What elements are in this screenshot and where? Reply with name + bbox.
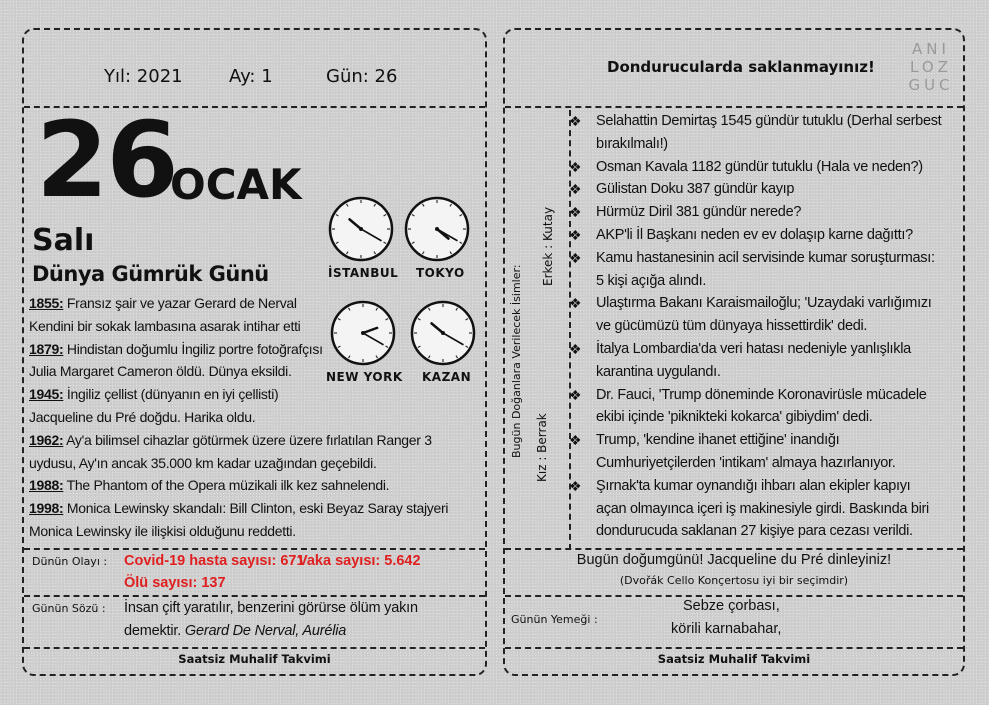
event-of-day-label: Dünün Olayı : bbox=[32, 555, 108, 568]
news-list bbox=[569, 110, 961, 543]
list-item: ❖ Osman Kavala 1182 gündür tutuklu (Hala ve neden?) bbox=[569, 156, 961, 179]
covid-vaka: Vaka sayısı: 5.642 bbox=[298, 553, 421, 569]
list-item: ❖ İtalya Lombardia'da veri hatası nedeniyle yanlışlıkla karantina uygulandı. bbox=[569, 338, 961, 384]
event-1945-cont: Jacqueline du Pré doğdu. Harika oldu. bbox=[29, 408, 256, 425]
event-1855-cont: Kendini bir sokak lambasına asarak intihar etti bbox=[29, 317, 301, 334]
divider bbox=[24, 548, 485, 550]
istanbul-clock-icon bbox=[328, 196, 394, 262]
event-1962-cont: uydusu, Ay'ın ancak 35.000 km kadar uzağından geçebildi. bbox=[29, 454, 377, 471]
event-1962: 1962: Ay'a bilimsel cihazlar götürmek üzere üzere fırlatılan Ranger 3 bbox=[29, 431, 432, 448]
list-item: ❖ Trump, 'kendine ihanet ettiğine' inandığı Cumhuriyetçilerden 'intikam' almaya hazırlanıyor. bbox=[569, 429, 961, 475]
list-item: ❖ Kamu hastanesinin acil servisinde kumar soruşturması: 5 kişi açığa alındı. bbox=[569, 247, 961, 293]
diamond-bullet-icon: ❖ bbox=[569, 113, 582, 129]
weekday: Salı bbox=[32, 223, 95, 258]
quote-label: Günün Sözü : bbox=[32, 602, 106, 615]
right-calendar-page bbox=[503, 28, 965, 676]
quote-author: Gerard De Nerval, Aurélia bbox=[184, 623, 347, 639]
tokyo-clock-icon bbox=[404, 196, 470, 262]
divider bbox=[24, 595, 485, 597]
diamond-bullet-icon: ❖ bbox=[569, 226, 582, 243]
event-1879-cont: Julia Margaret Cameron öldü. Dünya eksildi. bbox=[29, 363, 292, 380]
clock-center bbox=[435, 227, 439, 231]
birthday-subnote: (Dvořák Cello Konçertosu iyi bir seçimdir) bbox=[619, 574, 849, 587]
day-label: Gün: 26 bbox=[326, 66, 398, 87]
female-name: Kız : Berrak bbox=[535, 413, 549, 482]
left-calendar-page bbox=[22, 28, 487, 676]
list-item: ❖ AKP'li İl Başkanı neden ev ev dolaşıp karne dağıttı? bbox=[569, 224, 961, 247]
quote-line-1: İnsan çift yaratılır, benzerini görürse ölüm yakın bbox=[124, 600, 418, 616]
diamond-bullet-icon: ❖ bbox=[569, 432, 582, 449]
special-day: Dünya Gümrük Günü bbox=[32, 262, 269, 286]
history-events bbox=[29, 292, 484, 543]
event-1998-cont: Monica Lewinsky ile ilişkisi olduğunu reddetti. bbox=[29, 522, 296, 539]
big-day-number: 26 bbox=[36, 99, 177, 221]
left-footer: Saatsiz Muhalif Takvimi bbox=[178, 652, 331, 666]
list-item: ❖ Şırnak'ta kumar oynandığı ihbarı alan ekipler kapıyı açan olmayınca içeri iş makinesiyle girdi. Baskında biri dondurucuda saklanan 27 kişiye para cezası verildi. bbox=[569, 475, 961, 543]
right-header: Dondurucularda saklanmayınız! bbox=[607, 58, 875, 76]
diamond-bullet-icon: ❖ bbox=[569, 249, 582, 266]
covid-cases: Covid-19 hasta sayısı: 671 bbox=[124, 553, 305, 569]
right-footer: Saatsiz Muhalif Takvimi bbox=[657, 652, 811, 666]
names-title: Bugün Doğanlara Verilecek İsimler: bbox=[510, 264, 523, 458]
clock-city-new-york: NEW YORK bbox=[326, 370, 403, 384]
diamond-bullet-icon: ❖ bbox=[569, 295, 582, 312]
list-item: ❖ Hürmüz Diril 381 gündür nerede? bbox=[569, 201, 961, 224]
diamond-bullet-icon: ❖ bbox=[569, 204, 582, 221]
clock-city-tokyo: TOKYO bbox=[416, 266, 465, 280]
big-month-name: OCAK bbox=[170, 160, 302, 209]
diamond-bullet-icon: ❖ bbox=[569, 386, 582, 403]
list-item: ❖ Dr. Fauci, 'Trump döneminde Koronavirüsle mücadele ekibi içinde 'piknikteki kokarca' gibiydim' dedi. bbox=[569, 384, 961, 430]
logo: ANI LOZ GUC bbox=[908, 40, 954, 94]
meal-label: Günün Yemeği : bbox=[511, 613, 598, 626]
covid-deaths: Ölü sayısı: 137 bbox=[124, 575, 226, 591]
event-1879: 1879: Hindistan doğumlu İngiliz portre fotoğrafçısı bbox=[29, 340, 323, 357]
clock-center bbox=[359, 227, 363, 231]
quote-line-2: demektir. Gerard De Nerval, Aurélia bbox=[124, 623, 347, 639]
clock-city-istanbul: İSTANBUL bbox=[328, 266, 399, 280]
month-label: Ay: 1 bbox=[229, 66, 273, 87]
diamond-bullet-icon: ❖ bbox=[569, 158, 582, 175]
event-1945: 1945: İngiliz çellist (dünyanın en iyi çellisti) bbox=[29, 386, 279, 403]
clock-city-kazan: KAZAN bbox=[422, 370, 472, 384]
diamond-bullet-icon: ❖ bbox=[569, 181, 582, 198]
list-item: ❖ Ulaştırma Bakanı Karaismailoğlu; 'Uzaydaki varlığımızı ve gücümüzü tüm dünyaya hissettirdik' dedi. bbox=[569, 292, 961, 338]
year-label: Yıl: 2021 bbox=[104, 66, 183, 87]
divider bbox=[505, 548, 963, 550]
diamond-bullet-icon: ❖ bbox=[569, 477, 582, 494]
meal-line-1: Sebze çorbası, bbox=[683, 598, 780, 614]
list-item: ❖ Gülistan Doku 387 gündür kayıp bbox=[569, 178, 961, 201]
diamond-bullet-icon: ❖ bbox=[569, 340, 582, 357]
divider bbox=[505, 106, 963, 108]
divider bbox=[505, 647, 963, 649]
meal-line-2: körili karnabahar, bbox=[671, 621, 782, 637]
male-name: Erkek : Kutay bbox=[541, 206, 555, 286]
birthday-note: Bugün doğumgünü! Jacqueline du Pré dinleyiniz! bbox=[576, 552, 892, 568]
event-1988: 1988: The Phantom of the Opera müzikali ilk kez sahnelendi. bbox=[29, 477, 390, 494]
event-1855: 1855: Fransız şair ve yazar Gerard de Nerval bbox=[29, 295, 297, 311]
event-1998: 1998: Monica Lewinsky skandalı: Bill Clinton, eski Beyaz Saray stajyeri bbox=[29, 500, 449, 517]
divider bbox=[24, 647, 485, 649]
divider bbox=[505, 595, 963, 597]
list-item: ❖ Selahattin Demirtaş 1545 gündür tutuklu (Derhal serbest bırakılmalı!) bbox=[569, 110, 961, 156]
